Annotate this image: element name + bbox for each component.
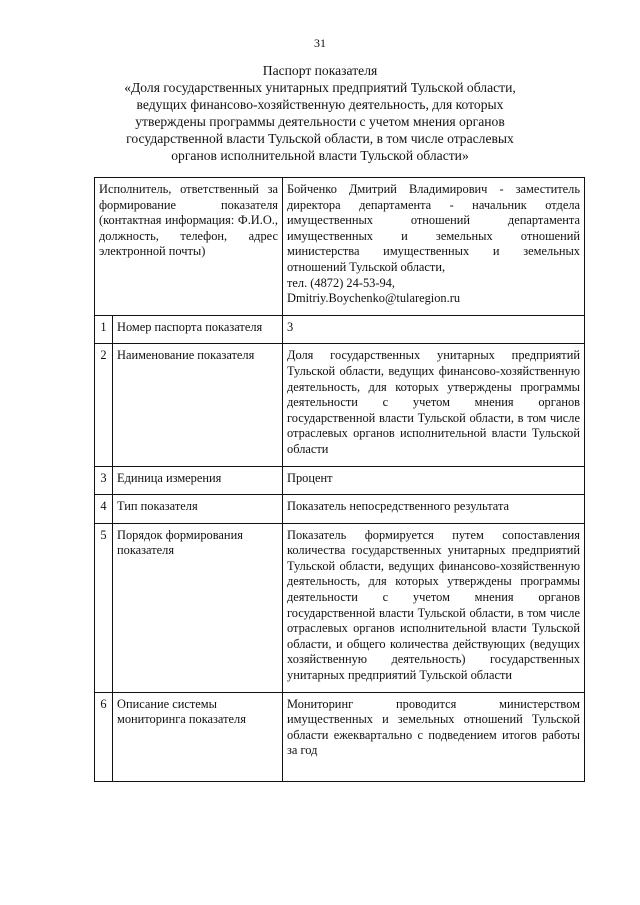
table-row <box>95 344 585 466</box>
document-title <box>120 62 520 164</box>
executor-value <box>283 178 585 316</box>
row-number: 3 <box>95 466 113 495</box>
page-number: 31 <box>314 36 326 50</box>
row-value: Процент <box>283 466 585 495</box>
executor-phone: тел. (4872) 24-53-94, <box>287 275 395 290</box>
row-label: Тип показателя <box>113 495 283 524</box>
row-value: 3 <box>283 315 585 344</box>
table-row <box>95 315 585 344</box>
row-number: 5 <box>95 523 113 692</box>
row-label: Номер паспорта показателя <box>113 315 283 344</box>
table-row <box>95 466 585 495</box>
row-number: 1 <box>95 315 113 344</box>
row-number: 4 <box>95 495 113 524</box>
row-label: Порядок формирования показателя <box>113 523 283 692</box>
row-number: 6 <box>95 692 113 781</box>
table-row <box>95 495 585 524</box>
title-heading: Паспорт показателя <box>262 63 378 78</box>
row-value: Мониторинг проводится министерством имущественных и земельных отношений Тульской области ежеквартально с подведением итогов работы за год <box>283 692 585 781</box>
executor-label: Исполнитель, ответственный за формирование показателя (контактная информация: Ф.И.О., должность, телефон, адрес электронной почты) <box>95 178 283 316</box>
row-number: 2 <box>95 344 113 466</box>
row-value: Показатель формируется путем сопоставления количества государственных унитарных предприятий Тульской области, ведущих финансово-хозяйственную деятельность, для которых утверждены программы деятельности с учетом мнения органов государственной власти Тульской области, в том числе отраслевых органов исполнительной власти Тульской области, и общего количества действующих (ведущих хозяйственную деятельность) государственных унитарных предприятий Тульской области <box>283 523 585 692</box>
executor-name-position: Бойченко Дмитрий Владимирович - заместитель директора департамента - начальник отдела имущественных отношений департамента имущественных и земельных отношений министерства имущественных и земельных отношений Тульской области, <box>287 182 580 274</box>
row-label: Наименование показателя <box>113 344 283 466</box>
executor-row <box>95 178 585 316</box>
row-value: Доля государственных унитарных предприятий Тульской области, ведущих финансово-хозяйственную деятельность, для которых утверждены программы деятельности с учетом мнения органов государственной власти Тульской области, в том числе отраслевых органов исполнительной власти Тульской области <box>283 344 585 466</box>
row-value: Показатель непосредственного результата <box>283 495 585 524</box>
indicator-passport-table <box>94 177 585 782</box>
row-label: Описание системы мониторинга показателя <box>113 692 283 781</box>
title-indicator-name: «Доля государственных унитарных предприятий Тульской области, ведущих финансово-хозяйственную деятельность, для которых утверждены программы деятельности с учетом мнения органов государственной власти Тульской области, в том числе отраслевых органов исполнительной власти Тульской области» <box>124 80 516 163</box>
executor-email: Dmitriy.Boychenko@tularegion.ru <box>287 291 461 306</box>
table-row <box>95 523 585 692</box>
row-label: Единица измерения <box>113 466 283 495</box>
table-row <box>95 692 585 781</box>
